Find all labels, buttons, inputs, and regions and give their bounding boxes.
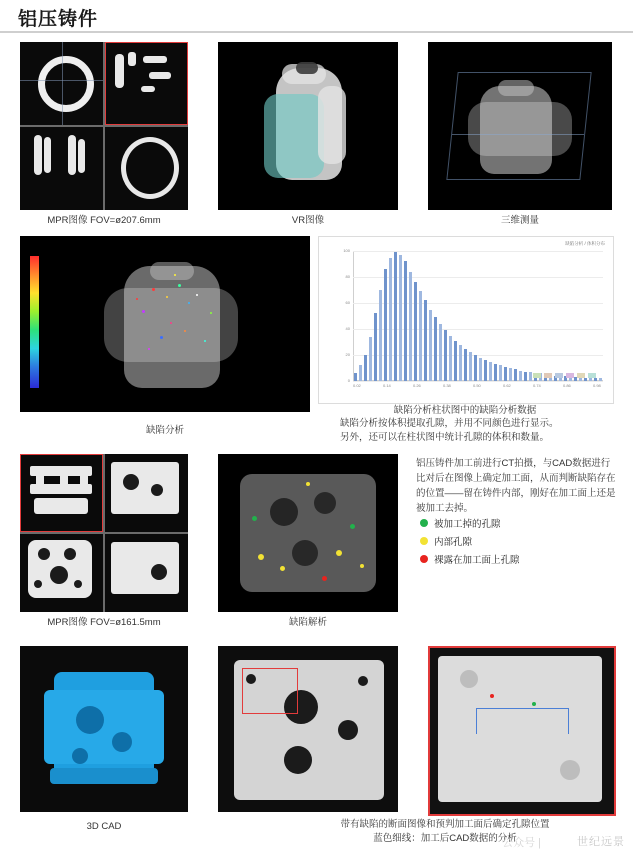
mpr-cell-coronal[interactable] <box>105 42 188 125</box>
legend-label: 裸露在加工面上孔隙 <box>434 555 520 566</box>
chart-bar <box>499 365 502 381</box>
chart-x-tick-label: 0.50 <box>473 383 481 388</box>
chart-legend-chip <box>588 373 596 378</box>
chart-bar <box>584 378 587 381</box>
chart-bar <box>424 300 427 381</box>
chart-bar <box>389 258 392 382</box>
chart-bar <box>529 372 532 381</box>
caption-defect-analysis: 缺陷分析 <box>145 425 184 436</box>
chart-bar <box>364 355 367 381</box>
chart-bar <box>374 313 377 381</box>
chart-bar <box>479 358 482 381</box>
caption-bottom-line2: 蓝色细线：加工后CAD数据的分析 <box>373 833 517 844</box>
chart-bar <box>414 282 417 381</box>
chart-bar <box>384 269 387 381</box>
watermark-text: 世纪远景 <box>577 836 625 848</box>
chart-bar <box>444 330 447 381</box>
title-divider <box>0 31 633 33</box>
chart-bar <box>589 378 592 381</box>
mpr-cell-2-oblique[interactable] <box>105 534 188 612</box>
chart-bar <box>599 378 602 381</box>
caption-chart-line2: 缺陷分析按体积提取孔隙，并用不同颜色进行显示。 <box>340 418 559 429</box>
caption-measure: 三维测量 <box>500 215 539 226</box>
chart-bar <box>399 255 402 381</box>
chart-gridline <box>353 251 603 252</box>
chart-bar <box>524 372 527 381</box>
legend-item <box>420 516 620 530</box>
mpr-cell-sagittal[interactable] <box>20 127 103 210</box>
chart-bar <box>404 261 407 381</box>
chart-bar <box>464 349 467 382</box>
chart-y-tick-label: 20 <box>345 352 350 357</box>
defect-interpretation-viewer[interactable] <box>218 454 398 612</box>
chart-y-tick-label: 60 <box>345 300 350 305</box>
chart-legend-chip <box>555 373 563 378</box>
chart-bar <box>379 290 382 381</box>
mpr-cell-2-coronal[interactable] <box>105 454 188 532</box>
chart-x-tick-label: 0.98 <box>593 383 601 388</box>
chart-bar <box>474 355 477 381</box>
chart-x-tick-label: 0.14 <box>383 383 391 388</box>
caption-defect-interpretation: 缺陷解析 <box>288 617 327 628</box>
chart-y-axis <box>353 251 354 381</box>
chart-bar <box>359 365 362 381</box>
measurement-viewer[interactable] <box>428 42 612 210</box>
legend-dot-green <box>420 519 428 527</box>
chart-bar <box>469 352 472 381</box>
chart-x-tick-label: 0.02 <box>353 383 361 388</box>
defect-histogram-chart[interactable] <box>318 236 614 404</box>
legend-item <box>420 534 620 548</box>
caption-bottom-line1: 带有缺陷的断面图像和预判加工面后确定孔隙位置 <box>340 819 550 830</box>
chart-bar <box>519 371 522 381</box>
cad-3d-viewer[interactable] <box>20 646 188 812</box>
chart-y-tick-label: 80 <box>345 274 350 279</box>
chart-plot-area <box>343 248 603 388</box>
mpr-cell-2-sagittal[interactable] <box>20 534 103 612</box>
legend-label: 被加工掉的孔隙 <box>434 519 501 530</box>
chart-bar <box>509 368 512 381</box>
chart-bar <box>354 373 357 381</box>
mpr-cell-oblique[interactable] <box>105 127 188 210</box>
chart-bar <box>394 252 397 381</box>
chart-bar <box>449 336 452 382</box>
legend-dot-red <box>420 555 428 563</box>
chart-bar <box>594 378 597 381</box>
mpr-cell-2-axial[interactable] <box>20 454 103 532</box>
chart-bar <box>454 341 457 381</box>
chart-x-tick-label: 0.26 <box>413 383 421 388</box>
chart-gridline <box>353 381 603 382</box>
chart-bar <box>369 337 372 381</box>
chart-bar <box>494 364 497 381</box>
chart-legend-chip <box>533 373 541 378</box>
defect-analysis-viewer[interactable] <box>20 236 310 412</box>
chart-y-tick-label: 40 <box>345 326 350 331</box>
chart-legend-chip <box>544 373 552 378</box>
defect-legend <box>420 516 620 570</box>
chart-bar <box>489 362 492 382</box>
chart-bar <box>484 360 487 381</box>
explanation-paragraph: 铝压铸件加工前进行CT拍摄，与CAD数据进行比对后在图像上确定加工面，从而判断缺陷存在的位置——留在铸件内部，刚好在加工面上还是被加工去掉。 <box>416 458 616 514</box>
caption-chart-line3: 另外，还可以在柱状图中统计孔隙的体积和数量。 <box>340 432 550 443</box>
chart-bar <box>459 345 462 381</box>
chart-bar <box>419 291 422 381</box>
section-image-viewer[interactable] <box>218 646 398 812</box>
legend-dot-yellow <box>420 537 428 545</box>
page-header <box>0 0 633 34</box>
chart-x-tick-label: 0.86 <box>563 383 571 388</box>
chart-bar <box>514 369 517 381</box>
mpr-quad-viewer-top[interactable] <box>20 42 188 210</box>
page-title: 铝压铸件 <box>18 9 99 30</box>
chart-legend-chip <box>566 373 574 378</box>
caption-chart-line1: 缺陷分析柱状图中的缺陷分析数据 <box>393 405 537 416</box>
mpr-quad-viewer-mid[interactable] <box>20 454 188 612</box>
chart-bar <box>439 324 442 381</box>
defect-colorbar <box>30 256 39 388</box>
caption-vr: VR图像 <box>291 215 325 226</box>
caption-mpr-top: MPR图像 FOV=ø207.6mm <box>47 215 161 226</box>
legend-item <box>420 552 620 566</box>
chart-bar <box>409 272 412 381</box>
caption-cad-3d: 3D CAD <box>86 821 122 832</box>
chart-bar <box>434 317 437 381</box>
chart-bar <box>429 310 432 382</box>
roi-selection-rect[interactable] <box>242 668 298 714</box>
chart-y-tick-label: 100 <box>343 248 350 253</box>
chart-x-tick-label: 0.74 <box>533 383 541 388</box>
watermark-logo: 公众号 | <box>502 837 541 849</box>
vr-image-viewer[interactable] <box>218 42 398 210</box>
roi-zoom-viewer[interactable] <box>428 646 616 816</box>
mpr-cell-axial[interactable] <box>20 42 103 125</box>
chart-bar <box>504 367 507 381</box>
chart-x-tick-label: 0.62 <box>503 383 511 388</box>
chart-y-tick-label: 0 <box>347 378 350 383</box>
caption-mpr-mid: MPR图像 FOV=ø161.5mm <box>47 617 161 628</box>
chart-x-tick-label: 0.38 <box>443 383 451 388</box>
legend-label: 内部孔隙 <box>434 537 473 548</box>
chart-title: 缺陷分析 / 体积分布 <box>565 241 605 246</box>
chart-legend-chip <box>577 373 585 378</box>
